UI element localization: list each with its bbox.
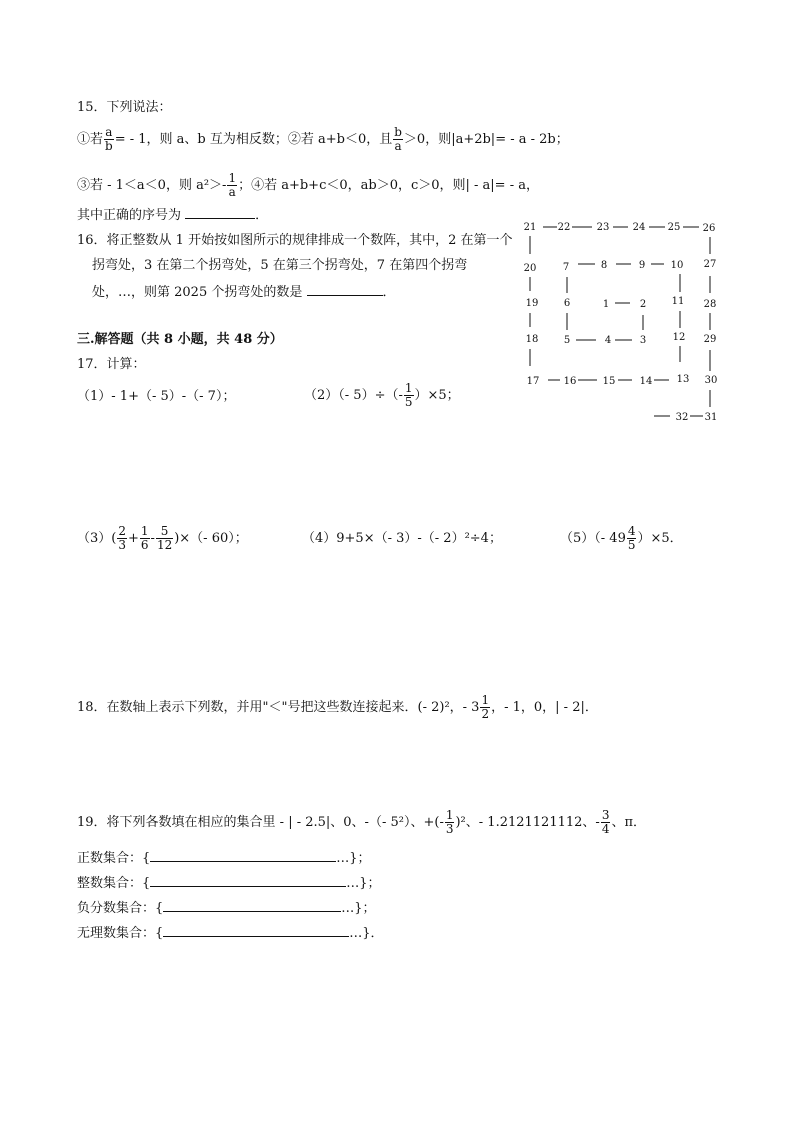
q17-part-2: （2）（- 5）÷（- $\frac{1}{5}$ ）×5；	[304, 381, 460, 409]
fraction: $\frac{2}{3}$	[118, 524, 126, 552]
answer-blank[interactable]	[307, 283, 383, 296]
answer-blank[interactable]	[150, 849, 336, 862]
q17-title: 17．计算：	[77, 357, 146, 372]
spiral-number: 14	[639, 376, 653, 387]
section-title: 三.解答题（共 8 小题，共 48 分）	[77, 332, 283, 347]
spiral-number: 1	[602, 299, 610, 310]
fraction: $\frac{1}{5}$	[404, 381, 413, 409]
spiral-number: 32	[675, 412, 689, 423]
spiral-number: 12	[672, 332, 686, 343]
spiral-number: 4	[604, 335, 612, 346]
q15-statement-3-4: ③若 - 1＜a＜0，则 a²＞- $\frac{1}{a}$ ；④若 a+b+c＜0，ab＞0，c＞0，则| - a|= - a，	[77, 171, 539, 199]
answer-blank[interactable]	[150, 874, 346, 887]
fraction: $\frac{5}{12}$	[156, 524, 173, 552]
spiral-number: 26	[702, 223, 716, 234]
answer-blank[interactable]	[163, 899, 341, 912]
fraction: $\frac{4}{5}$	[627, 524, 636, 552]
spiral-number: 16	[563, 376, 577, 387]
q17-part-3: （3）( $\frac{2}{3}$ + $\frac{1}{6}$ - $\frac{5}{12}$ )×（- 60）；	[77, 524, 248, 552]
spiral-number: 8	[600, 260, 608, 271]
q17-part-5: （5）（- 49 $\frac{4}{5}$ ）×5．	[560, 524, 683, 552]
set-irrational: 无理数集合：{ …}．	[77, 926, 384, 941]
q17-part-1: （1）- 1+（- 5）-（- 7）；	[77, 389, 236, 404]
spiral-number: 30	[704, 375, 718, 386]
spiral-number: 24	[632, 222, 646, 233]
spiral-number: 25	[667, 222, 681, 233]
spiral-number: 6	[563, 298, 571, 309]
q15-title: 15．下列说法：	[77, 100, 172, 115]
q16-line-3: 处，…，则第 2025 个拐弯处的数是 ．	[92, 285, 396, 300]
q17-part-4: （4）9+5×（- 3）-（- 2）²÷4；	[302, 531, 502, 546]
spiral-number: 17	[526, 376, 540, 387]
fraction: $\frac{3}{4}$	[601, 808, 610, 836]
set-positive: 正数集合：{ …}；	[77, 851, 371, 866]
spiral-number: 23	[596, 222, 610, 233]
q15-statement-1-2: ①若 $\frac{a}{b}$ = - 1，则 a、b 互为相反数；②若 a+b＜0，且 $\frac{b}{a}$ ＞0，则|a+2b|= - a - 2b；	[77, 125, 569, 153]
fraction: $\frac{1}{2}$	[481, 693, 490, 721]
spiral-number: 7	[562, 262, 570, 273]
fraction: $\frac{1}{a}$	[228, 171, 237, 199]
fraction: $\frac{1}{6}$	[140, 524, 149, 552]
fraction: $\frac{1}{3}$	[445, 808, 454, 836]
spiral-number: 2	[639, 299, 647, 310]
answer-blank[interactable]	[163, 924, 349, 937]
spiral-number: 10	[670, 260, 684, 271]
spiral-number: 28	[703, 299, 717, 310]
spiral-number: 13	[676, 374, 690, 385]
answer-blank[interactable]	[185, 206, 255, 219]
spiral-number: 19	[525, 298, 539, 309]
q15-answer-line: 其中正确的序号为 ．	[77, 208, 269, 223]
q16-line-1: 16．将正整数从 1 开始按如图所示的规律排成一个数阵，其中，2 在第一个	[77, 233, 513, 248]
spiral-number: 22	[557, 222, 571, 233]
set-integer: 整数集合：{ …}；	[77, 876, 381, 891]
q19-line: 19．将下列各数填在相应的集合里 - | - 2.5|、0、-（- 5²）、+(- $\frac{1}{3}$ )²、- 1.2121121112、- $\frac{3}{4}$ 、π．	[77, 808, 646, 836]
set-negative-fraction: 负分数集合：{ …}；	[77, 901, 376, 916]
spiral-number: 29	[703, 334, 717, 345]
spiral-number: 31	[704, 412, 718, 423]
spiral-number: 27	[703, 259, 717, 270]
q18-line: 18．在数轴上表示下列数，并用"＜"号把这些数连接起来．(- 2)²，- 3 $\frac{1}{2}$ ，- 1，0，| - 2|．	[77, 693, 598, 721]
q16-line-2: 拐弯处，3 在第二个拐弯处，5 在第三个拐弯处，7 在第四个拐弯	[92, 258, 468, 273]
fraction: $\frac{a}{b}$	[105, 125, 113, 153]
fraction: $\frac{b}{a}$	[394, 125, 402, 153]
spiral-number: 11	[671, 296, 685, 307]
spiral-number: 9	[638, 260, 646, 271]
spiral-number: 18	[525, 334, 539, 345]
spiral-number: 5	[563, 335, 571, 346]
spiral-number: 20	[523, 263, 537, 274]
spiral-number: 3	[639, 335, 647, 346]
spiral-number: 21	[523, 222, 537, 233]
spiral-number: 15	[602, 376, 616, 387]
